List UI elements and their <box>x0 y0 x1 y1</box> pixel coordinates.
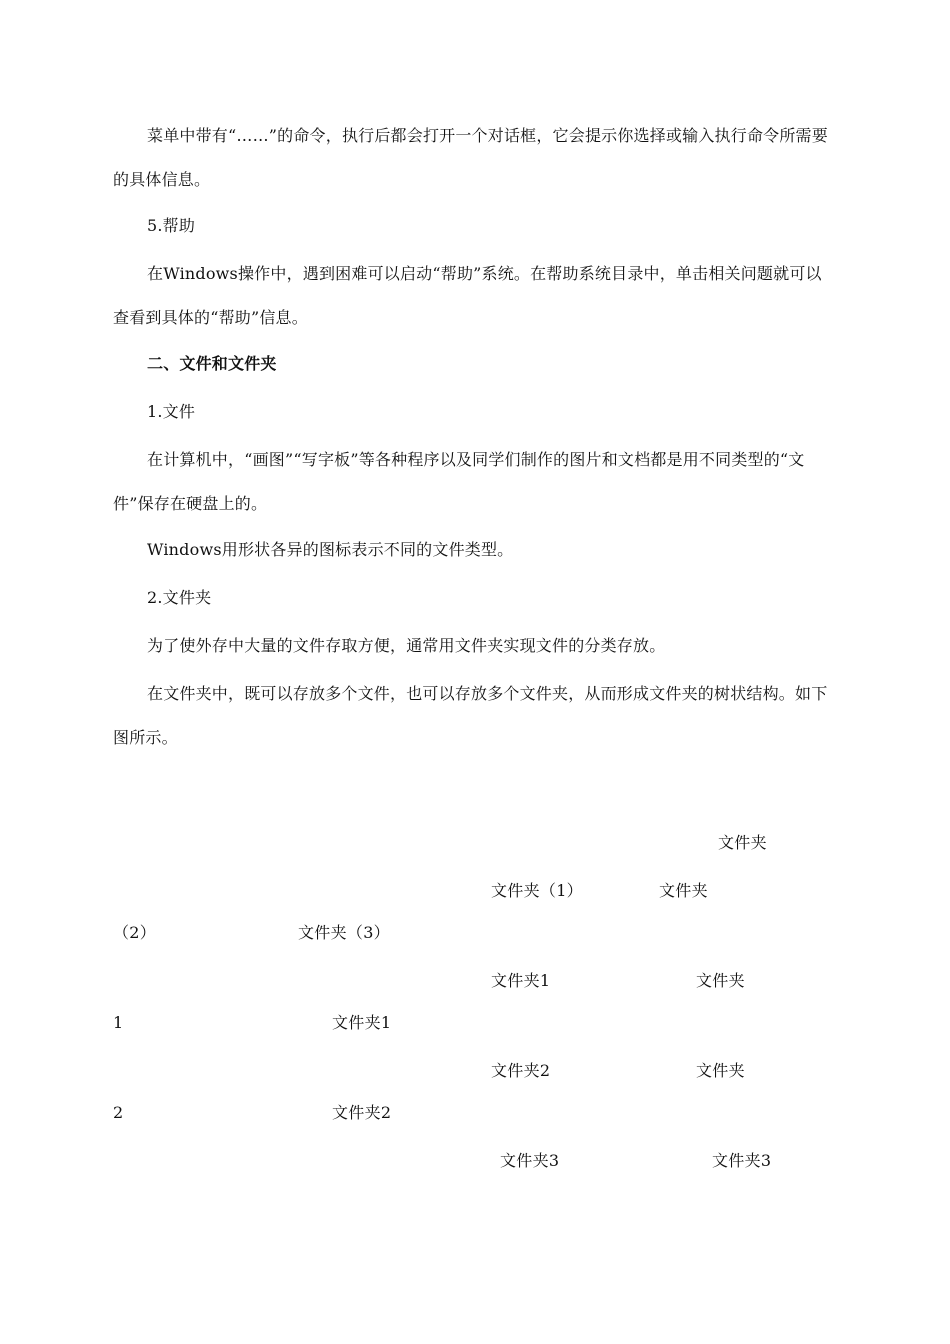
paragraph-menu-dialog: 菜单中带有“……”的命令，执行后都会打开一个对话框，它会提示你选择或输入执行命令所需要的具体信息。 <box>113 126 828 189</box>
paragraph-file-icons: Windows用形状各异的图标表示不同的文件类型。 <box>147 540 514 559</box>
section-title-help: 5.帮助 <box>147 216 196 235</box>
tree-node-f1-child-1: 文件夹1 <box>491 971 551 990</box>
heading-files-and-folders: 二、文件和文件夹 <box>147 354 277 373</box>
tree-node-f3-child-2: 文件夹2 <box>332 1103 392 1122</box>
tree-node-f2-child-1-prefix: 文件夹 <box>696 971 745 990</box>
tree-node-folder-2-suffix: （2） <box>113 923 157 942</box>
section-title-folder: 2.文件夹 <box>147 588 212 607</box>
tree-node-f2-child-3: 文件夹3 <box>712 1151 772 1170</box>
tree-node-folder-3: 文件夹（3） <box>298 923 390 942</box>
paragraph-folder-purpose: 为了使外存中大量的文件存取方便，通常用文件夹实现文件的分类存放。 <box>147 636 666 655</box>
section-title-file: 1.文件 <box>147 402 196 421</box>
tree-node-f1-child-2: 文件夹2 <box>491 1061 551 1080</box>
tree-node-f2-child-1-suffix: 1 <box>113 1013 124 1032</box>
paragraph-folder-tree: 在文件夹中，既可以存放多个文件，也可以存放多个文件夹，从而形成文件夹的树状结构。如下图所示。 <box>113 684 828 747</box>
tree-node-f2-child-2-suffix: 2 <box>113 1103 124 1122</box>
paragraph-file: 在计算机中，“画图”“写字板”等各种程序以及同学们制作的图片和文档都是用不同类型的“文件”保存在硬盘上的。 <box>113 450 805 513</box>
tree-node-folder-2-prefix: 文件夹 <box>659 881 708 900</box>
paragraph-help: 在Windows操作中，遇到困难可以启动“帮助”系统。在帮助系统目录中，单击相关问题就可以查看到具体的“帮助”信息。 <box>113 264 822 327</box>
tree-node-f1-child-3: 文件夹3 <box>500 1151 560 1170</box>
tree-node-root: 文件夹 <box>718 833 767 852</box>
tree-node-f3-child-1: 文件夹1 <box>332 1013 392 1032</box>
tree-node-folder-1: 文件夹（1） <box>491 881 583 900</box>
tree-node-f2-child-2-prefix: 文件夹 <box>696 1061 745 1080</box>
